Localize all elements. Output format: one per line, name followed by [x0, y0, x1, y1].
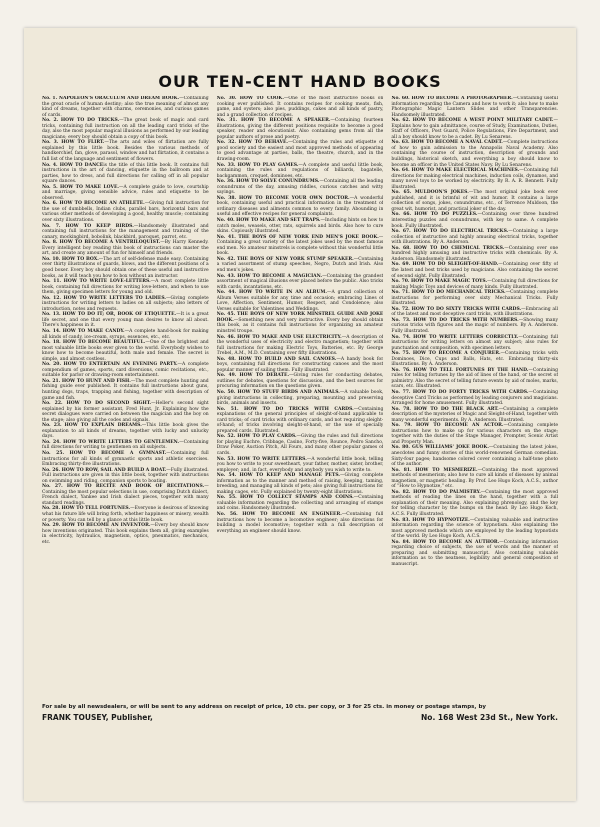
- book-number: No. 22.: [42, 401, 63, 407]
- book-description: —Containing the most popular selections in use, comprising Dutch dialect, French dialect, Yankee and Irish dialect pieces, together with many standard readings.: [42, 484, 209, 506]
- book-entry: [217, 312, 384, 334]
- book-entry: [391, 229, 558, 246]
- book-entry: [217, 218, 384, 235]
- book-description: —Heller's second sight explained by his former assistant, Fred Hunt, Jr. Explaining how the secret dialogues were carried on between the magician and the boy on the stage; also giving all the codes and signals.: [42, 401, 209, 423]
- book-entry: [391, 168, 558, 190]
- book-entry: [391, 118, 558, 140]
- book-entry: [42, 296, 209, 313]
- book-title: HOW TO BECOME A WEST POINT MILITARY CADET.: [412, 118, 554, 124]
- book-entry: [217, 196, 384, 218]
- book-number: No. 65.: [391, 190, 412, 196]
- book-number: No. 78.: [391, 406, 411, 412]
- book-description: —Containing the most approved methods of mesmerism; also how to cure all kinds of diseases by animal magnetism, or magnetic healing. By Prof. Leo Hugo Koch, A.C.S., author of "How to Hypnotize," etc.: [391, 467, 559, 490]
- book-number: No. 3.: [42, 140, 59, 146]
- book-number: No. 53.: [216, 456, 236, 462]
- book-description: —Containing explanations of the general principles of sleight-of-hand applicable to card tricks; of card tricks with ordinary cards, and not requiring sleight-of-hand; of tricks involving sleight-of-hand, or the use of specially prepared cards. Illustrated.: [216, 406, 384, 434]
- book-entry: [217, 140, 384, 162]
- book-entry: [391, 468, 558, 490]
- book-title: HOW TO BECOME AN AUTHOR.: [413, 539, 500, 545]
- book-number: No. 84.: [391, 539, 411, 545]
- book-description: —One of the most instructive books on cooking ever published. It contains recipes for cooking meats, fish, game, and oysters; also pies, puddings, cakes and all kinds of pastry, and a grand collection of recipes.: [216, 96, 384, 118]
- book-title: HOW TO BECOME AN ENGINEER.: [242, 512, 342, 518]
- book-number: No. 50.: [216, 389, 236, 395]
- book-description: —A complete and useful little book, containing the rules and regulations of billiards, bagatelle, backgammon, croquet, dominoes, etc.: [216, 162, 384, 179]
- book-title: THE BOYS OF NEW YORK MINSTREL GUIDE AND JOKE BOOK.: [216, 312, 384, 323]
- book-description: —The art of self-defense made easy. Containing over thirty illustrations of guards, blows, and the different positions of a good boxer. Every boy should obtain one of these useful and instructive books, as it will teach you how to box without an instructor.: [42, 256, 209, 279]
- book-title: HOW TO WRITE LETTERS TO GENTLEMEN.: [63, 439, 180, 445]
- book-entry: [217, 179, 384, 196]
- book-number: No. 76.: [391, 367, 411, 373]
- book-description: is the title of this little book. It contains full instructions in the art of dancing, etiquette in the ballroom and at parties, how to dress, and full directions for calling off in all popular square dances.: [42, 162, 209, 185]
- book-number: No. 83.: [391, 517, 411, 523]
- book-title: HOW TO DO TRICKS WITH NUMBERS.: [413, 317, 519, 323]
- book-entry: [391, 279, 558, 290]
- book-description: —Containing a varied assortment of stump speeches, Negro, Dutch and Irish. Also end men's jokes.: [216, 256, 384, 273]
- book-title: HOW TO DO ELECTRICAL TRICKS.: [413, 229, 509, 235]
- book-title: HOW TO DO THE BLACK ART.: [414, 406, 499, 412]
- book-number: No. 77.: [391, 389, 411, 395]
- book-description: —A valuable book, giving instructions in collecting, preparing, mounting and preserving birds, animals and insects.: [216, 389, 384, 407]
- book-description: —Giving complete instructions for writing letters to ladies on all subjects; also letters of introduction, notes and requests.: [42, 295, 209, 312]
- book-description: —It is a great life secret, and one that every young man desires to know all about. There's happiness in it.: [42, 312, 209, 329]
- book-description: —Containing a great variety of the latest jokes used by the most famous end men. No amateur minstrels is complete without this wonderful little book.: [216, 234, 384, 257]
- book-description: —Everyone is desirous of knowing what his future life will bring forth, whether happiness or misery, wealth or poverty. You can tell by a glance at this little book.: [42, 506, 209, 523]
- book-number: No. 51.: [216, 406, 239, 412]
- book-description: —Complete instructions of how to gain admission to the Annapolis Naval Academy. Also containing the course of instruction, description of grounds and buildings, historical sketch, and everything a boy should know to become an officer in the United States Navy. By Lu Senarens.: [391, 140, 559, 168]
- book-title: THE BOYS OF NEW YORK STUMP SPEAKER.: [236, 256, 354, 262]
- book-number: No. 44.: [216, 290, 237, 296]
- book-number: No. 7.: [42, 223, 61, 229]
- book-title: HOW TO DO SIXTY TRICKS WITH CARDS.: [411, 306, 522, 312]
- book-title: HOW TO DANCE: [59, 162, 104, 168]
- book-entry: [217, 390, 384, 407]
- book-description: —Containing rules for telling fortunes by the aid of lines of the hand, or the secret of palmistry. Also the secret of telling future events by aid of moles, marks, scars, etc. Illustrated.: [391, 367, 559, 390]
- book-description: —Containing over three hundred interesting puzzles and conundrums, with key to same. A complete book. Fully illustrated.: [391, 212, 559, 229]
- book-number: No. 21.: [42, 378, 61, 384]
- book-title: HOW TO DO TRICKS.: [60, 118, 120, 124]
- book-number: No. 14.: [42, 328, 61, 334]
- book-description: —A wonderful little book, telling you how to write to your sweetheart, your father, mother, sister, brother, employer; and, in fact, everybody and anybody you wish to write to.: [216, 456, 384, 473]
- book-description: —A grand collection of Album Verses suitable for any time and occasion; embracing Lines of Love, Affection, Sentiment, Humor, Respect, and Condolence; also Verses suitable for Valentines and Weddings.: [216, 290, 384, 312]
- book-number: No. 74.: [391, 334, 411, 340]
- book-number: No. 8.: [42, 240, 58, 246]
- book-entry: [42, 312, 209, 329]
- book-description: —Containing full instructions for all kinds of gymnastic sports and athletic exercises. Embracing thirty-five illustrations.: [42, 451, 209, 468]
- book-title: HOW TO BECOME A NAVAL CADET.: [411, 140, 503, 146]
- book-number: No. 31.: [216, 118, 238, 124]
- book-entry: [391, 390, 558, 407]
- book-entry: [391, 351, 558, 368]
- book-entry: [217, 457, 384, 474]
- book-entry: [391, 335, 558, 352]
- book-number: No. 79.: [391, 423, 412, 429]
- book-title: HOW TO BECOME AN ACTOR.: [415, 423, 504, 429]
- book-description: —A description of the wonderful uses of electricity and electro magnetism; together with full instructions for making Electric Toys, Batteries, etc. By George Trebel, A.M., M.D. Containing over fifty illustrations.: [216, 334, 384, 357]
- book-entry: [42, 451, 209, 468]
- book-title: HOW TO ENTERTAIN AN EVENING PARTY.: [63, 362, 178, 368]
- book-entry: [217, 357, 384, 374]
- book-entry: [217, 373, 384, 390]
- book-title: HOW TO WRITE IN AN ALBUM.: [239, 290, 327, 296]
- book-entry: [217, 407, 384, 435]
- book-entry: [42, 224, 209, 241]
- book-title: HOW TO BECOME AN ATHLETE.: [59, 201, 145, 207]
- book-title: HOW TO MAKE LOVE.: [59, 184, 119, 190]
- book-title: HOW TO MAKE MAGIC TOYS.: [410, 279, 488, 285]
- book-title: HOW TO HUNT AND FISH.: [61, 378, 131, 384]
- book-title: HOW TO KEEP BIRDS.: [65, 223, 134, 229]
- book-number: No. 56.: [216, 512, 238, 518]
- book-title: HOW TO DO IT; OR, BOOK OF ETIQUETTE.: [62, 312, 177, 318]
- book-entry: [217, 274, 384, 291]
- book-description: —Containing a large collection of instructive and highly amusing electrical tricks, together with illustrations. By A. Anderson.: [391, 229, 559, 246]
- book-description: —Containing full directions for making Magic Toys and devices of many kinds. Fully illustrated.: [391, 279, 559, 290]
- book-description: —Containing complete instructions for performing over sixty Mechanical Tricks. Fully illustrated.: [391, 290, 559, 307]
- book-title: HOW TO BECOME A MAGICIAN.: [237, 273, 323, 279]
- book-description: —Containing the grandest assortment of magical illusions ever placed before the public. Also tricks with cards, incantations, etc.: [216, 273, 384, 290]
- book-description: —A complete hand-book for making all kinds of candy, ice-cream, syrups, essences, etc., etc.: [42, 328, 209, 340]
- book-description: —By Harry Kennedy. Every intelligent boy reading this book of instructions can master the art, and create any amount of fun for himself and friends.: [42, 240, 209, 257]
- book-number: No. 40.: [216, 218, 235, 224]
- book-entry: [42, 362, 209, 379]
- book-description: —Containing information regarding choice of subjects, the use of words and the manner of preparing and submitting manuscript. Also containing valuable information as to the neatness, legibility and general composition of manuscript.: [391, 539, 559, 567]
- book-title: HOW TO DO SECOND SIGHT.: [66, 401, 152, 407]
- column-1: [42, 96, 209, 700]
- book-title: HOW TO FLIRT.: [61, 140, 105, 146]
- book-number: No. 69.: [391, 262, 411, 268]
- book-title: HOW TO BECOME A CONJURER.: [412, 351, 501, 357]
- book-number: No. 42.: [216, 256, 236, 262]
- book-entry: [42, 506, 209, 523]
- book-entry: [42, 340, 209, 362]
- book-number: No. 30.: [216, 96, 237, 101]
- book-number: No. 68.: [391, 245, 411, 251]
- book-entry: [391, 540, 558, 568]
- book-description: —Giving complete information as to the manner and method of raising, keeping, taming, breeding, and managing all kinds of pets; also giving full instructions for making cages, etc. Fully explained by twenty-eight illustrations.: [216, 473, 384, 495]
- book-description: —Containing full directions for writing to gentlemen on all subjects.: [42, 439, 209, 451]
- book-title: HOW TO BECOME YOUR OWN DOCTOR.: [239, 195, 350, 201]
- book-title: HOW TO BOX.: [61, 256, 99, 262]
- book-description: —A wonderful book, containing useful and practical information in the treatment of ordinary diseases and ailments common to every family. Abounding in useful and effective recipes for general complaints.: [216, 195, 384, 218]
- book-entry: [391, 368, 558, 390]
- book-number: No. 60.: [391, 96, 410, 101]
- book-title: HOW TO WRITE LETTERS.: [237, 456, 307, 462]
- book-description: —Containing valuable and instructive information regarding the science of hypnotism. Also explaining the most approved methods which are employed by the leading hypnotists of the world. By Leo Hugo Koch, A.C.S.: [391, 517, 559, 540]
- book-number: No. 23.: [42, 423, 62, 429]
- book-entry: [42, 401, 209, 423]
- book-number: No. 66.: [391, 212, 412, 218]
- book-description: —The most original joke book ever published, and it is brimful of wit and humor. It contains a large collection of songs, jokes, conundrums, etc., of Terrence Muldoon, the great wit, humorist, and practical joker of the day.: [391, 190, 559, 212]
- book-entry: [42, 423, 209, 440]
- book-description: —Containing complete instructions how to make up for various characters on the stage; together with the duties of the Stage Manager, Prompter, Scenic Artist and Property Man.: [391, 423, 559, 445]
- book-number: No. 80.: [391, 445, 410, 451]
- book-description: —Embracing all of the latest and most deceptive card tricks, with illustrations.: [391, 306, 558, 318]
- book-title: HOW TO MAKE AND USE ELECTRICITY.: [237, 334, 342, 340]
- book-description: —Explains how to gain admittance, course of Study, Examinations, Duties, Staff of Officers, Post Guard, Police Regulations, Fire Department, and all a boy should know to be a cadet. By Lu Senarens.: [391, 118, 559, 140]
- book-number: No. 67.: [391, 229, 411, 235]
- book-number: No. 4.: [42, 162, 58, 168]
- book-number: No. 43.: [216, 273, 236, 279]
- book-title: HOW TO DO SLEIGHT-OF-HAND.: [412, 262, 499, 268]
- book-title: HOW TO EXPLAIN DREAMS.: [64, 423, 142, 429]
- column-2: [217, 96, 384, 700]
- book-entry: [391, 318, 558, 335]
- book-number: No. 13.: [42, 312, 61, 318]
- book-number: No. 49.: [216, 373, 237, 379]
- book-description: —Containing the rules and etiquette of good society and the easiest and most approved methods of appearing to good advantage at parties, balls, the theatre, church, and in the drawing-room.: [216, 140, 384, 163]
- book-entry: [42, 163, 209, 185]
- book-description: —Containing a complete description of the mysteries of Magic and Sleight-of-Hand, together with many wonderful experiments. By A. Anderson. Illustrated.: [391, 406, 559, 423]
- book-number: No. 36.: [216, 179, 235, 185]
- book-entry: [217, 495, 384, 512]
- book-title: HOW TO BEHAVE.: [238, 140, 288, 146]
- book-title: HOW TO DO CHEMICAL TRICKS.: [413, 245, 505, 251]
- book-description: —Containing full instructions for writing letters on almost any subject; also rules for punctuation and composition, with specimen letters.: [391, 334, 559, 351]
- book-title: HOW TO KEEP AND MANAGE PETS.: [239, 473, 340, 479]
- book-entry: [391, 407, 558, 424]
- book-entry: [42, 140, 209, 162]
- sale-notice: For sale by all newsdealers, or will be sent to any address on receipt of price, 10 cts. per copy, or 3 for 25 cts. in money or postage stamps, by: [42, 704, 486, 710]
- book-number: No. 1.: [42, 96, 58, 101]
- book-entry: [391, 96, 558, 118]
- book-entry: [391, 518, 558, 540]
- book-entry: [42, 484, 209, 506]
- book-number: No. 70.: [391, 279, 410, 285]
- book-description: —Containing the most approved methods of reading the lines on the hand, together with a full explanation of their meaning. Also explaining phrenology, and the key for telling character by the bumps on the head. By Leo Hugo Koch, A.C.S. Fully illustrated.: [391, 489, 559, 518]
- book-description: —Containing all the leading conundrums of the day, amusing riddles, curious catches and witty sayings.: [216, 179, 384, 196]
- book-title: HOW TO TELL FORTUNES.: [61, 506, 131, 512]
- book-entry: [42, 257, 209, 279]
- book-number: No. 32.: [216, 140, 236, 146]
- book-number: No. 18.: [42, 340, 61, 346]
- book-entry: [42, 523, 209, 545]
- book-number: No. 38.: [216, 195, 237, 201]
- publisher-address: No. 168 West 23d St., New York.: [421, 713, 558, 722]
- book-entry: [42, 118, 209, 140]
- book-number: No. 81.: [391, 467, 412, 473]
- book-title: HOW TO DO MECHANICAL TRICKS.: [411, 290, 506, 296]
- book-description: —Containing over one hundred highly amusing and instructive tricks with chemicals. By A. Anderson. Handsomely illustrated.: [391, 245, 559, 262]
- book-description: —Containing valuable information regarding the collecting and arranging of stamps and coins. Handsomely illustrated.: [216, 495, 384, 512]
- book-description: —Containing full instructions how to become a locomotive engineer; also directions for building a model locomotive; together with a full description of everything an engineer should know.: [216, 512, 384, 534]
- book-number: No. 28.: [42, 506, 61, 512]
- publisher-name: FRANK TOUSEY, Publisher,: [42, 713, 153, 722]
- book-title: HOW TO HYPNOTIZE.: [412, 517, 470, 523]
- book-title: HOW TO BUILD AND SAIL CANOES.: [238, 356, 337, 362]
- book-title: MULDOON'S JOKES.: [414, 190, 469, 196]
- book-entry: [42, 96, 209, 118]
- book-description: —A handy book for boys, containing full directions for constructing canoes and the most popular manner of sailing them. Fully illustrated.: [216, 356, 384, 373]
- book-entry: [391, 190, 558, 212]
- book-number: No. 25.: [42, 451, 65, 456]
- book-title: HOW TO WRITE LETTERS CORRECTLY.: [413, 334, 519, 340]
- book-entry: [217, 290, 384, 312]
- book-title: HOW TO MAKE CANDY.: [62, 328, 125, 334]
- book-number: No. 29.: [42, 523, 61, 529]
- book-entry: [217, 96, 384, 118]
- book-entry: [42, 240, 209, 257]
- book-title: NAPOLEON'S ORACULUM AND DREAM BOOK.: [58, 96, 180, 101]
- book-description: —Containing full directions for making electrical machines, induction coils, dynamos, and many novel toys to be worked by electricity. By R. A. R. Bennett. Fully illustrated.: [391, 168, 559, 190]
- column-3: [391, 96, 558, 700]
- book-title: HOW TO DEBATE.: [239, 373, 290, 379]
- book-title: HOW TO TELL FORTUNES BY THE HAND.: [413, 367, 529, 373]
- book-entry: [391, 490, 558, 518]
- book-entry: [42, 201, 209, 223]
- book-number: No. 52.: [216, 434, 236, 440]
- book-entry: [217, 235, 384, 257]
- book-description: —Showing many curious tricks with figures and the magic of numbers. By A. Anderson. Fully illustrated.: [391, 317, 559, 334]
- book-title: HOW TO MAKE ELECTRICAL MACHINES.: [411, 168, 520, 174]
- book-number: No. 41.: [216, 234, 236, 240]
- book-description: —Containing the latest jokes, anecdotes and funny stories of this world-renowned German comedian. Sixty-four pages; handsome colored cover containing a half-tone photo of the author.: [391, 445, 559, 468]
- book-title: HOW TO DO PUZZLES.: [414, 212, 478, 218]
- book-description: —Containing tricks with Dominoes, Dice, Cups and Balls, Hats, etc. Embracing thirty-six illustrations. By A. Anderson.: [391, 351, 559, 368]
- book-entry: [217, 512, 384, 534]
- book-title: HOW TO BECOME A GYMNAST.: [69, 451, 167, 456]
- book-description: —Fully illustrated. Full instructions are given in this little book, together with instructions on swimming and riding, companion sports to boating.: [42, 467, 209, 484]
- book-title: HOW TO PLAY GAMES.: [237, 162, 299, 168]
- book-description: —Every boy should know how inventions originated. This book explains them all, giving examples in electricity, hydraulics, magnetism, optics, pneumatics, mechanics, etc.: [42, 523, 209, 545]
- book-entry: [217, 257, 384, 274]
- book-entry: [391, 246, 558, 263]
- book-title: HOW TO DO FORTY TRICKS WITH CARDS.: [412, 389, 529, 395]
- book-description: —Containing useful information regarding the Camera and how to work it; also how to make Photographic Magic Lantern Slides and other Transparencies. Handsomely illustrated.: [391, 96, 559, 118]
- book-description: —The arts and wiles of flirtation are fully explained by this little book. Besides the various methods of handkerchief, fan, glove, parasol, window and hat flirtation, it contains a full list of the language and sentiment of flowers.: [42, 140, 209, 163]
- book-title: HOW TO BECOME A PHOTOGRAPHER.: [411, 96, 513, 101]
- book-title: HOW TO COLLECT STAMPS AND COINS.: [240, 495, 354, 501]
- footer: [42, 704, 558, 722]
- book-entry: [391, 423, 558, 445]
- book-title: HOW TO ROW, SAIL AND BUILD A BOAT.: [61, 467, 167, 473]
- book-title: HOW TO MESMERIZE.: [415, 467, 478, 473]
- book-number: No. 46.: [216, 334, 236, 340]
- book-number: No. 71.: [391, 290, 410, 296]
- book-entry: [42, 379, 209, 401]
- book-entry: [217, 118, 384, 140]
- book-description: —Containing over fifty of the latest and best tricks used by magicians. Also containing the secret of second sight. Fully illustrated.: [391, 262, 559, 279]
- book-description: —Containing the great oracle of human destiny; also the true meaning of almost any kind of dreams, together with charms, ceremonies, and curious games of cards.: [42, 96, 209, 118]
- book-description: —This little book gives the explanation to all kinds of dreams, together with lucky and unlucky days.: [42, 423, 209, 440]
- book-number: No. 75.: [391, 351, 411, 357]
- book-number: No. 48.: [216, 356, 236, 362]
- book-title: HOW TO BECOME A VENTRILOQUIST.: [59, 240, 161, 246]
- book-number: No. 73.: [391, 317, 411, 323]
- book-title: HOW TO DO PALMISTRY.: [413, 489, 481, 495]
- book-entry: [42, 440, 209, 451]
- book-title: HOW TO BECOME AN INVENTOR.: [61, 523, 151, 529]
- book-description: —Giving full instruction for the use of dumbbells, Indian clubs, parallel bars, horizontal bars and various other methods of developing a good, healthy muscle; containing over sixty illustrations.: [42, 201, 209, 224]
- book-number: No. 54.: [216, 473, 237, 479]
- book-description: —A complete compendium of games, sports, card diversions, comic recitations, etc., suitable for parlor or drawing-room entertainment.: [42, 362, 209, 379]
- book-number: No. 82.: [391, 489, 411, 495]
- book-description: —Containing fourteen illustrations, giving the different positions requisite to become a good speaker, reader and elocutionist. Also containing gems from all the popular authors of prose and poetry.: [216, 118, 384, 140]
- book-entry: [217, 473, 384, 495]
- book-number: No. 12.: [42, 295, 61, 301]
- book-list: [42, 96, 558, 700]
- publisher-row: [42, 713, 558, 722]
- book-description: —The most complete hunting and fishing guide ever published. It contains full instructions about guns, hunting dogs, traps, trapping and fishing, together with description of game and fish.: [42, 378, 209, 401]
- book-entry: [217, 335, 384, 357]
- book-number: No. 55.: [216, 495, 237, 501]
- book-title: HOW TO SOLVE CONUNDRUMS.: [236, 179, 320, 185]
- book-title: GUS WILLIAMS' JOKE BOOK.: [412, 445, 489, 451]
- book-entry: [42, 468, 209, 485]
- book-title: HOW TO STUFF BIRDS AND ANIMALS.: [237, 389, 340, 395]
- book-description: —A complete guide to love, courtship and marriage, giving sensible advice, rules and etiquette to be observed.: [42, 184, 209, 201]
- book-title: HOW TO WRITE LETTERS TO LADIES.: [63, 295, 166, 301]
- book-entry: [217, 163, 384, 180]
- book-number: No. 5.: [42, 184, 58, 190]
- book-number: No. 72.: [391, 306, 410, 312]
- book-entry: [217, 434, 384, 456]
- book-number: No. 63.: [391, 140, 410, 146]
- book-number: No. 2.: [42, 118, 59, 124]
- book-title: HOW TO COOK.: [239, 96, 284, 101]
- book-number: No. 64.: [391, 168, 410, 174]
- book-description: —The great book of magic and card tricks, containing full instruction on all the leading card tricks of the day, also the most popular magical illusions as performed by our leading magicians; every boy should obtain a copy of this book.: [42, 118, 209, 140]
- book-number: No. 11.: [42, 279, 62, 285]
- book-entry: [391, 212, 558, 229]
- book-entry: [42, 279, 209, 296]
- book-number: No. 6.: [42, 201, 58, 207]
- back-cover-page: [24, 28, 576, 801]
- book-title: HOW TO RECITE AND BOOK OF RECITATIONS.: [66, 484, 205, 490]
- book-number: No. 62.: [391, 118, 411, 124]
- book-number: No. 26.: [42, 467, 61, 473]
- book-title: HOW TO BECOME BEAUTIFUL.: [62, 340, 146, 346]
- book-title: HOW TO WRITE LOVE-LETTERS.: [63, 279, 151, 285]
- book-description: —Handsomely illustrated and containing full instructions for the management and training of the canary, mockingbird, bobolink, blackbird, paroquet, parrot, etc.: [42, 223, 209, 240]
- book-description: —Containing deceptive Card Tricks as performed by leading conjurers and magicians. Arranged for home amusement. Fully illustrated.: [391, 389, 559, 407]
- book-title: HOW TO DO TRICKS WITH CARDS.: [243, 406, 354, 412]
- book-entry: [391, 307, 558, 318]
- book-entry: [42, 329, 209, 340]
- page-title: OUR TEN-CENT HAND BOOKS: [158, 72, 442, 91]
- book-number: No. 33.: [216, 162, 236, 168]
- book-number: No. 27.: [42, 484, 63, 490]
- book-number: No. 20.: [42, 362, 62, 368]
- book-description: —Something new and very instructive. Every boy should obtain this book, as it contains full instructions for organizing an amateur minstrel troupe.: [216, 317, 384, 334]
- book-description: —Giving the rules and full directions for playing Euchre, Cribbage, Casino, Forty-five, Rounce, Pedro Sancho, Draw Poker, Auction Pitch, All Fours, and many other popular games of cards.: [216, 434, 384, 456]
- book-entry: [391, 262, 558, 279]
- book-title: HOW TO MAKE AND SET TRAPS.: [236, 218, 321, 224]
- book-description: —Including hints on how to catch moles, weasels, otter, rats, squirrels and birds. Also how to cure skins. Copiously illustrated.: [216, 218, 384, 235]
- book-number: No. 10.: [42, 256, 61, 262]
- book-description: —Giving rules for conducting debates, outlines for debates, questions for discussion, and the best sources for procuring information on the questions given.: [216, 373, 384, 390]
- book-entry: [391, 290, 558, 307]
- book-description: —A most complete little book, containing full directions for writing love-letters, and when to use them, giving specimen letters for young and old.: [42, 279, 209, 296]
- book-title: HOW TO PLAY CARDS.: [237, 434, 297, 440]
- book-description: —One of the brightest and most valuable little books ever given to the world. Everybody wishes to know how to become beautiful, both male and female. The secret is simple, and almost costless.: [42, 340, 209, 362]
- book-number: No. 24.: [42, 439, 61, 445]
- book-title: HOW TO BECOME A SPEAKER.: [241, 118, 331, 124]
- book-entry: [391, 140, 558, 168]
- book-number: No. 45.: [216, 312, 236, 318]
- book-entry: [391, 445, 558, 467]
- book-title: THE BOYS OF NEW YORK END MEN'S JOKE BOOK.: [238, 234, 379, 240]
- book-entry: [42, 185, 209, 202]
